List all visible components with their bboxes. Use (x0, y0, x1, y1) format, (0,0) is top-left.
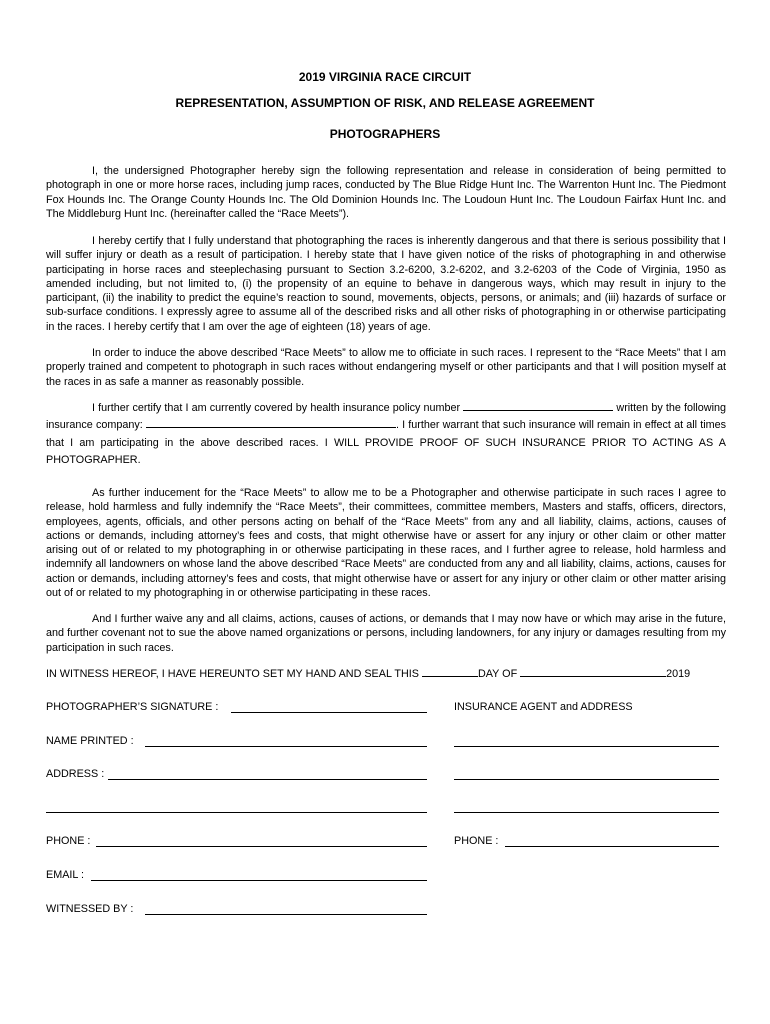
paragraph-consideration: I, the undersigned Photographer hereby sign the following representation and release in consideration of being permitted to photograph in one or more horse races, including jump races, conducted by The Blue Ridge Hunt Inc. The Warrenton Hunt Inc. The Piedmont Fox Hounds Inc. The Orange County Hounds Inc. The Old Dominion Hounds Inc. The Loudoun Hunt Inc. The Loudoun Fairfax Hunt Inc. and The Middleburg Hunt Inc. (hereinafter called the “Race Meets”). (46, 165, 726, 220)
insurance-text-c: . I further warrant that such insurance will remain in effect at all times that I am participating in the above described races. I WILL PROVIDE PROOF OF SUCH INSURANCE PRIOR TO ACTING AS A PHOTOGRAPHER. (46, 419, 727, 466)
name-printed-field[interactable] (145, 746, 427, 747)
insurance-company-field[interactable] (146, 417, 396, 428)
insurance-agent-line-3[interactable] (454, 812, 719, 813)
witness-line (46, 666, 726, 680)
signature-field[interactable] (231, 712, 427, 713)
witness-prefix: IN WITNESS HEREOF, I HAVE HEREUNTO SET MY HAND AND SEAL THIS (46, 668, 419, 680)
document-title: 2019 VIRGINIA RACE CIRCUIT (298, 70, 472, 84)
section-heading: PHOTOGRAPHERS (329, 127, 441, 141)
phone-field[interactable] (96, 846, 427, 847)
paragraph-waiver: And I further waive any and all claims, actions, causes of actions, or demands that I may now have or which may arise in the future, and further covenant not to sue the above named organizations or persons, including landowners, for any injury or damages resulting from my participation in such races. (46, 613, 726, 654)
paragraph-competence: In order to induce the above described “Race Meets” to allow me to officiate in such races. I represent to the “Race Meets” that I am properly trained and competent to photograph in such races without endangering myself or other participants and that I will position myself at the races in as safe a manner as reasonably possible. (46, 347, 726, 388)
insurance-agent-line-1[interactable] (454, 746, 719, 747)
address-line-2-field[interactable] (46, 812, 427, 813)
witnessed-by-field[interactable] (145, 914, 427, 915)
day-field[interactable] (422, 666, 478, 677)
email-label: EMAIL : (46, 869, 84, 881)
insurance-text-a: I further certify that I am currently covered by health insurance policy number (92, 402, 461, 414)
address-label: ADDRESS : (46, 768, 105, 780)
day-of-label: DAY OF (477, 668, 518, 680)
insurance-agent-label: INSURANCE AGENT and ADDRESS (454, 701, 633, 713)
witnessed-by-label: WITNESSED BY : (46, 903, 134, 915)
email-field[interactable] (91, 880, 427, 881)
year-label: 2019 (666, 668, 691, 680)
name-printed-label: NAME PRINTED : (46, 735, 134, 747)
signature-label: PHOTOGRAPHER’S SIGNATURE : (46, 701, 219, 713)
phone-label: PHONE : (46, 835, 91, 847)
paragraph-risk-certification: I hereby certify that I fully understand that photographing the races is inherently dangerous and that there is serious possibility that I will suffer injury or death as a result of participation. I hereby state that I have given notice of the risks of photographing in and otherwise participating in horse races and steeplechasing pursuant to Section 3.2-6200, 3.2-6202, and 3.2-6203 of the Code of Virginia, 1950 as amended including, but not limited to, (i) the propensity of an equine to behave in dangerous ways, which may result in injury to the participant, (ii) the inability to predict the equine’s reaction to sound, movements, objects, persons, or animals; and (iii) hazards of surface or sub-surface conditions. I expressly agree to assume all of the described risks and all other risks of photographing in or otherwise participating in the races. I hereby certify that I am over the age of eighteen (18) years of age. (46, 235, 726, 333)
paragraph-indemnify: As further inducement for the “Race Meets” to allow me to be a Photographer and otherwise participate in such races I agree to release, hold harmless and fully indemnify the “Race Meets”, their committees, committee members, Masters and staffs, officers, directors, employees, agents, officials, and other persons acting on behalf of the “Race Meets” from any and all liability, claims, actions, causes of actions or demands, including attorney’s fees and costs, that might otherwise have or assert for any injury or other claim or other matter arising out of or related to my photographing in or otherwise participating in these races, and I further agree to release, hold harmless and indemnify all landowners on whose land the above described “Race Meets” are conducted from any and all liability, claims, actions, causes for action or demands, including attorney’s fees and costs, that might otherwise have or assert for any injury or other claim or other matter arising out of or related to my photographing in or otherwise participating in these races. (46, 487, 726, 600)
agent-phone-label: PHONE : (454, 835, 499, 847)
paragraph-insurance (46, 400, 726, 469)
month-field[interactable] (520, 666, 666, 677)
agent-phone-field[interactable] (505, 846, 719, 847)
address-field[interactable] (108, 779, 427, 780)
insurance-text-b: written by the following insurance company: (46, 402, 726, 432)
insurance-agent-line-2[interactable] (454, 779, 719, 780)
policy-number-field[interactable] (463, 400, 613, 411)
document-subtitle: REPRESENTATION, ASSUMPTION OF RISK, AND RELEASE AGREEMENT (175, 96, 595, 110)
